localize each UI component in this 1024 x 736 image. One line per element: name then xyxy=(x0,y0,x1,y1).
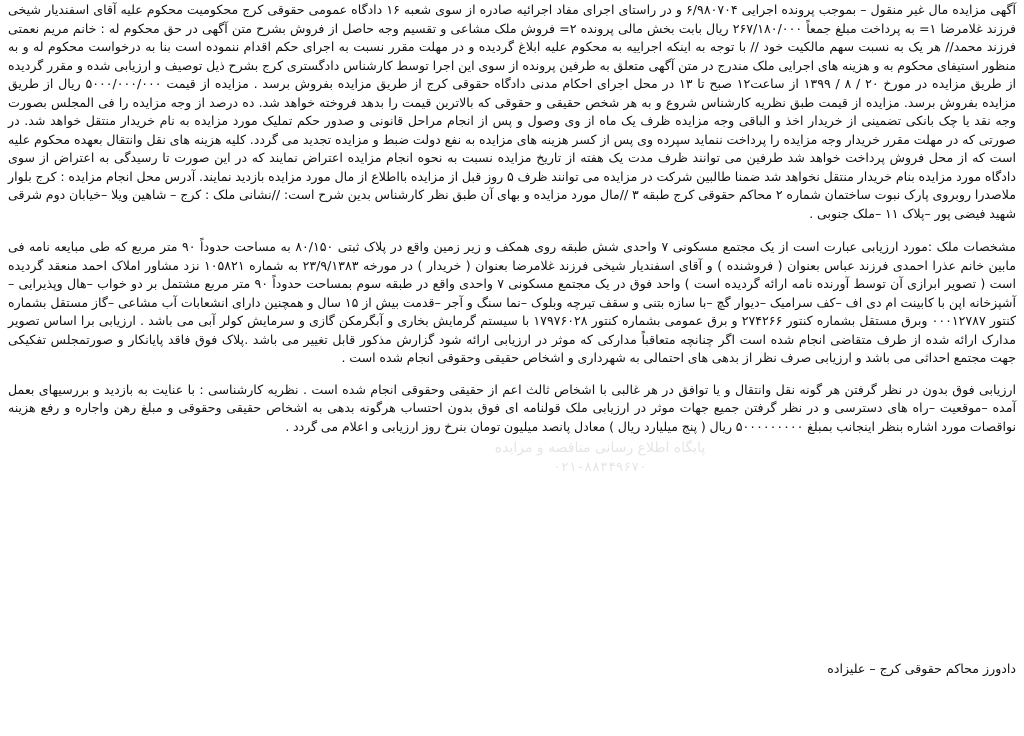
notice-paragraph-property-specs: مشخصات ملک :مورد ارزیابی عبارت است از یک مجتمع مسکونی ۷ واحدی شش طبقه روی همکف و زیر زمین واقع در پلاک ثبتی ۸۰/۱۵۰ به مساحت حدوداً ۹۰ متر مربع که طی مبایعه نامه فی مابین خانم عذرا احمدی فرزند عباس بعنوان ( فروشنده ) و آقای اسفندیار شیخی فرزند غلامرضا بعنوان ( خریدار ) در مورخه ۲۳/۹/۱۳۸۳ به شماره ۱۰۵۸۲۱ نزد مشاور املاک احمد منعقد گردیده است ( تصویر ابرازی آن توسط آورنده نامه ارائه گردیده است ) واحد فوق در یک مجتمع مسکونی ۷ واحدی واقع در طبقه سوم بمساحت حدوداً ۹۰ متر مربع مشتمل بر دو خواب –هال وپذیرایی –آشپزخانه اپن با کابینت ام دی اف –کف سرامیک –دیوار گچ –با سازه بتنی و سقف تیرچه وبلوک –نما سنگ و آجر –قدمت بیش از ۱۵ سال و همچنین دارای انشعابات آب مشاعی –گاز مستقل بشماره کنتور ۰۰۰۱۲۷۸۷ وبرق مستقل بشماره کنتور ۲۷۴۲۶۶ و برق عمومی بشماره کنتور ۱۷۹۷۶۰۲۸ با سیستم گرمایش بخاری و آبگرمکن گازی و سرمایش کولر آبی می باشد . ارزیابی برا اساس تصویر مدارک ارائه شده از طرف متقاضی انجام شده است اگر چنانچه متعاقباً مدارکی که موثر در ارزیابی ارائه شود گزارش مذکور قابل تغییر می باشد .پلاک فوق فاقد پایانکار و صورتمجلس تفکیکی جهت مجتمع احداثی می باشد و ارزیابی صرف نظر از بدهی های احتمالی به شهرداری و اشخاص حقیقی وحقوقی انجام شده است . xyxy=(8,239,1017,365)
watermark-phone: ۰۲۱-۸۸۳۴۹۶۷۰ xyxy=(553,460,647,475)
auction-notice xyxy=(8,0,1016,736)
notice-signature: دادورز محاکم حقوقی کرج – علیزاده xyxy=(827,661,1016,676)
watermark-site-name: پایگاه اطلاع رسانی مناقصه و مزایده xyxy=(494,440,706,456)
notice-paragraph-expert-opinion: ارزیابی فوق بدون در نظر گرفتن هر گونه نقل وانتقال و یا توافق در هر غالبی با اشخاص ثالث اعم از حقیقی وحقوقی انجام شده است . نظریه کارشناسی : با عنایت به بازدید و بررسیهای بعمل آمده –موقعیت –راه های دسترسی و در نظر گرفتن جمیع جهات موثر در ارزیابی ملک قولنامه ای فوق بدون احتساب هرگونه بدهی به اشخاص حقیقی وحقوقی و مبلغ رهن واجاره و رفع هزینه نواقصات مورد اشاره بنظر اینجانب بمبلغ ۵۰۰۰۰۰۰۰۰۰ ریال ( پنج میلیارد ریال ) معادل پانصد میلیون تومان بنرخ روز ارزیابی و اعلام می گردد . xyxy=(8,381,1016,434)
notice-paragraph-intro: آگهی مزایده مال غیر منقول – بموجب پرونده اجرایی ۶/۹۸۰۷۰۴ و در راستای اجرای مفاد اجرائیه صادره از سوی شعبه ۱۶ دادگاه عمومی حقوقی کرج محکومیت محکوم علیه آقای اسفندیار شیخی فرزند غلامرضا ۱= به پرداخت مبلغ جمعاً ۲۶۷/۱۸۰/۰۰۰ ریال بابت بخش مالی پرونده ۲= فروش ملک مشاعی و تقسیم وجه حاصل از فروش بشرح متن آگهی در حق محکوم له : خانم مریم نعمتی فرزند محمد// هر یک به نسبت سهم مالکیت خود // با توجه به اینکه اجراییه به محکوم علیه ابلاغ گردیده و در مهلت مقرر نسبت به اجرای حکم اقدام ننموده است بنا به درخواست محکوم له و به منظور استیفای محکوم به و هزینه های اجرایی ملک مندرج در متن آگهی متعلق به طرفین پرونده از سوی این اجرا توسط کارشناس دادگستری کرج بشرح ذیل توصیف و ارزیابی شده و مقرر گردیده از طریق مزایده در مورخ ۲۰ / ۸ / ۱۳۹۹ از ساعت۱۲ صبح تا ۱۳ در محل اجرای احکام مدنی دادگاه حقوقی کرج از طریق مزایده بفروش برسد . مزایده از قیمت ۵۰۰۰/۰۰۰/۰۰۰ ریال از طریق مزایده بفروش برسد. مزایده از قیمت طبق نظریه کارشناس شروع و به هر شخص حقیقی و حقوقی که بالاترین قیمت را بدهد فروخته خواهد شد. ده درصد از وجه مزایده را فی المجلس بصورت وجه نقد یا چک بانکی تضمینی از خریدار اخذ و الباقی وجه مزایده ظرف یک ماه از وی وصول و پس از انجام مراحل قانونی و صدور حکم تملیک مورد مزایده به نام خریدار منتقل خواهد شد. در صورتی که در مهلت مقرر خریدار وجه مزایده را پرداخت ننماید سپرده وی پس از کسر هزینه های مزایده به نفع دولت ضبط و مزایده تجدید می گردد. کلیه هزینه های نقل وانتقال بعهده محکوم علیه است که از محل فروش پرداخت خواهد شد طرفین می توانند ظرف مدت یک هفته از تاریخ مزایده نسبت به نحوه انجام مزایده اعتراض نمایند که در این صورت تا رسیدگی به اعتراض از سوی دادگاه مورد مزایده بنام خریدار منتقل نخواهد شد ضمنا طالبین شرکت در مزایده می توانند ظرف ۵ روز قبل از مزایده بااطلاع از مال مورد مزایده بازدید نمایند. آدرس محل انجام مزایده : کرج بلوار ملاصدرا روبروی پارک نبوت ساختمان شماره ۲ محاکم حقوقی کرج طبقه ۳ //مال مورد مزایده و بهای آن طبق نظر کارشناس بدین شرح است: //نشانی ملک : کرج – شاهین ویلا –خیابان دوم شرقی شهید فیضی پور –پلاک ۱۱ –ملک جنوبی . xyxy=(8,2,1017,221)
